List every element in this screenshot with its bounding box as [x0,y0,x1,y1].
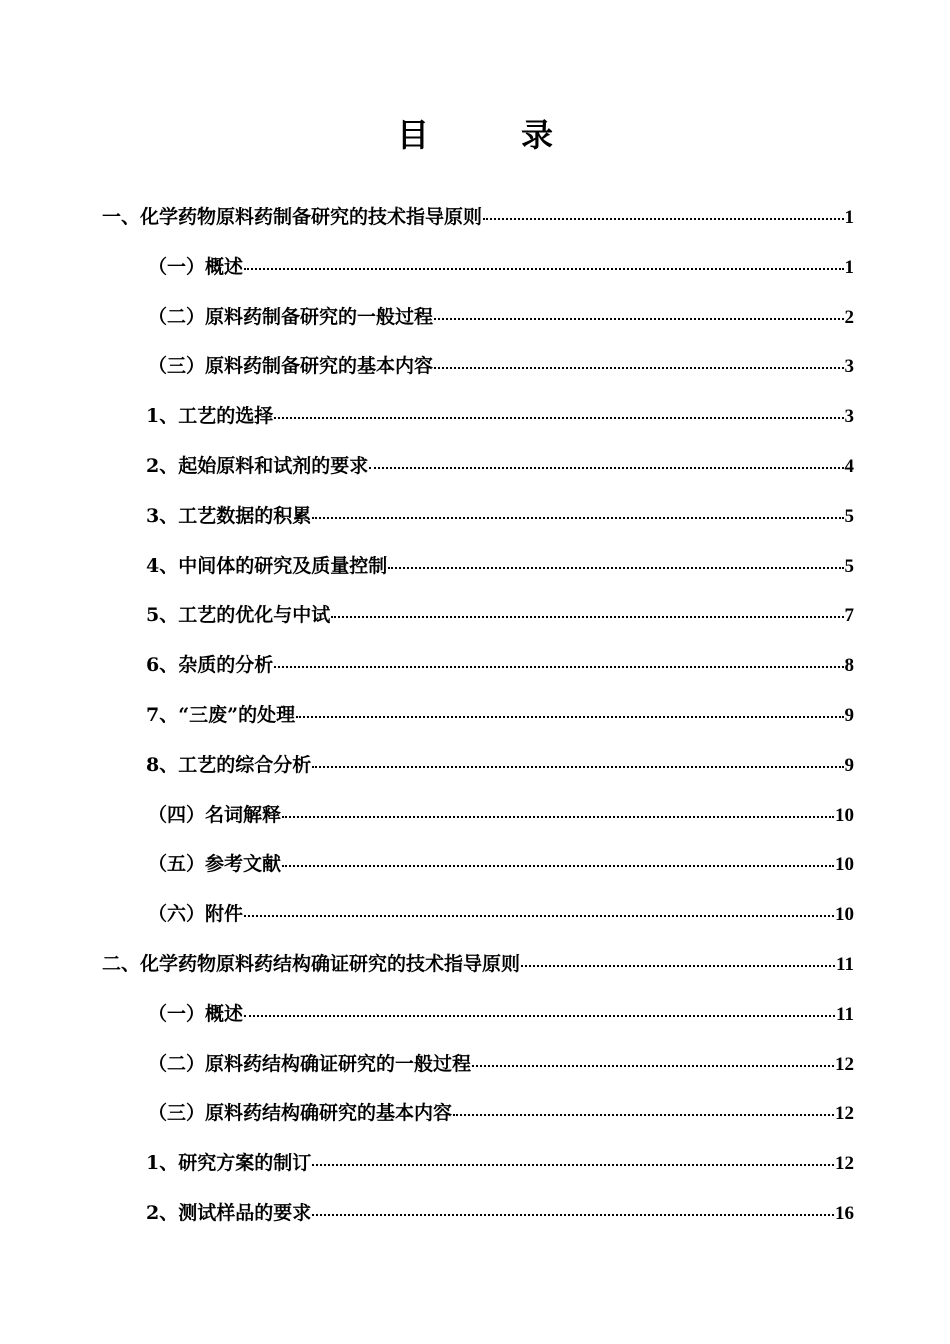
toc-entry[interactable] [146,700,854,728]
toc-leader-dots [244,914,834,917]
toc-entry-label: （六）附件 [148,903,244,925]
toc-entry-page-number: 12 [835,1153,854,1174]
toc-entry-page-number: 10 [835,904,854,925]
toc-leader-dots [472,1064,834,1067]
toc-entry-label: （三）原料药结构确研究的基本内容 [148,1102,453,1124]
toc-leader-dots [434,366,843,369]
toc-entry[interactable] [146,451,854,479]
toc-entry-page-number: 16 [835,1203,854,1224]
toc-entry[interactable] [148,899,854,927]
toc-entry[interactable] [148,800,854,828]
toc-entry-page-number: 2 [844,307,854,328]
toc-entry[interactable] [148,302,854,330]
toc-leader-dots [312,765,843,768]
toc-entry-label: （三）原料药制备研究的基本内容 [148,355,434,377]
toc-leader-dots [312,516,843,519]
toc-entry-label: 1、研究方案的制订 [146,1152,312,1174]
toc-entry-page-number: 11 [836,1004,854,1025]
toc-entry[interactable] [148,1049,854,1077]
toc-leader-dots [453,1113,834,1116]
toc-entry-label: 8、工艺的综合分析 [146,754,312,776]
toc-entry-label: （二）原料药制备研究的一般过程 [148,306,434,328]
toc-leader-dots [369,466,843,469]
toc-leader-dots [282,864,834,867]
toc-entry-page-number: 12 [835,1103,854,1124]
toc-entry-label: （二）原料药结构确证研究的一般过程 [148,1053,472,1075]
toc-entry[interactable] [146,501,854,529]
toc-leader-dots [244,267,843,270]
toc-leader-dots [312,1213,834,1216]
toc-entry[interactable] [148,999,854,1027]
title-char-2: 录 [521,116,554,154]
toc-entry-label: 2、测试样品的要求 [146,1202,312,1224]
toc-entry-label: 一、化学药物原料药制备研究的技术指导原则 [102,206,483,228]
toc-entry-page-number: 4 [844,456,854,477]
toc-entry-page-number: 9 [844,705,854,726]
toc-entry-label: 1、工艺的选择 [146,405,274,427]
toc-entry-page-number: 9 [844,755,854,776]
toc-entry[interactable] [148,351,854,379]
toc-entry[interactable] [146,551,854,579]
toc-entry-page-number: 5 [844,556,854,577]
toc-entry-label: 6、杂质的分析 [146,654,274,676]
toc-entry-label: 二、化学药物原料药结构确证研究的技术指导原则 [102,953,521,975]
toc-leader-dots [296,715,843,718]
toc-entry[interactable] [102,202,854,230]
toc-entry-label: 5、工艺的优化与中试 [146,604,331,626]
toc-entry-label: 4、中间体的研究及质量控制 [146,555,388,577]
toc-entry[interactable] [146,650,854,678]
toc-entry-page-number: 12 [835,1054,854,1075]
toc-entry[interactable] [146,750,854,778]
toc-leader-dots [282,815,834,818]
toc-entry[interactable] [148,1098,854,1126]
toc-entry-page-number: 3 [844,356,854,377]
title-char-1: 目 [396,116,429,154]
toc-entry-label: 7、“三废”的处理 [146,704,296,726]
toc-entry-page-number: 3 [844,406,854,427]
toc-entry-page-number: 1 [844,257,854,278]
toc-entry-page-number: 5 [844,506,854,527]
toc-entry-page-number: 10 [835,854,854,875]
toc-entry[interactable] [102,949,854,977]
toc-leader-dots [434,317,843,320]
toc-entry-page-number: 7 [844,605,854,626]
toc-leader-dots [274,665,843,668]
toc-leader-dots [312,1163,834,1166]
page-title [0,110,950,156]
toc-leader-dots [521,964,835,967]
toc-entry-label: 2、起始原料和试剂的要求 [146,455,369,477]
toc-entry-label: （四）名词解释 [148,804,282,826]
toc-entry[interactable] [148,252,854,280]
toc-entry[interactable] [146,1198,854,1226]
toc-leader-dots [244,1014,835,1017]
toc-entry-label: （一）概述 [148,1003,244,1025]
toc-leader-dots [388,566,843,569]
toc-entry-page-number: 8 [844,655,854,676]
toc-entry-label: （五）参考文献 [148,853,282,875]
toc-leader-dots [331,615,843,618]
toc-entry[interactable] [146,600,854,628]
toc-entry-page-number: 10 [835,805,854,826]
toc-entry[interactable] [148,849,854,877]
toc-entry-page-number: 1 [844,207,854,228]
toc-leader-dots [274,416,843,419]
toc-entry-page-number: 11 [836,954,854,975]
toc-leader-dots [483,217,843,220]
toc-entry[interactable] [146,401,854,429]
toc-entry-label: 3、工艺数据的积累 [146,505,312,527]
toc-entry-label: （一）概述 [148,256,244,278]
toc-entry[interactable] [146,1148,854,1176]
